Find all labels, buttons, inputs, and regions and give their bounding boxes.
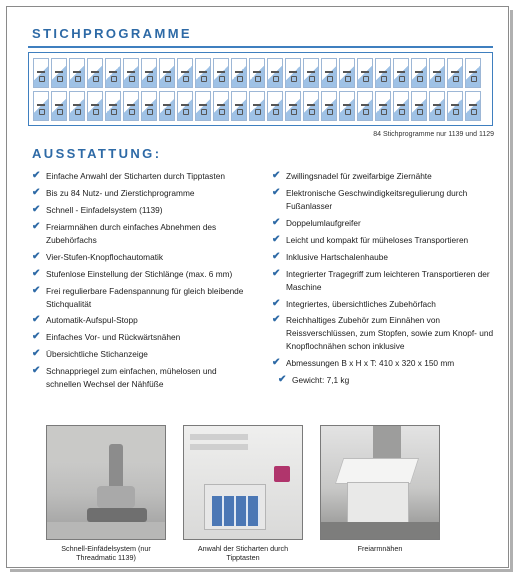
stitch-pattern-icon xyxy=(235,104,243,106)
photo-threader xyxy=(46,425,166,540)
stitch-tile xyxy=(465,91,481,121)
checkmark-icon: ✔ xyxy=(272,297,281,309)
stitch-tile xyxy=(303,91,319,121)
stitch-tile xyxy=(375,58,391,88)
stitch-tile xyxy=(285,58,301,88)
stitch-tile xyxy=(375,91,391,121)
stitch-pattern-icon xyxy=(397,104,405,106)
stitch-tile xyxy=(231,91,247,121)
heading-rule xyxy=(28,46,493,48)
ausstattung-heading: AUSSTATTUNG: xyxy=(32,146,162,161)
stitch-tile xyxy=(465,58,481,88)
stitch-tile xyxy=(411,91,427,121)
checkmark-icon: ✔ xyxy=(32,267,41,279)
feature-item xyxy=(272,268,494,294)
feature-item xyxy=(272,170,494,183)
stitch-pattern-icon xyxy=(127,104,135,106)
feature-text: Frei regulierbare Fadenspannung für gleich bleibende Stichqualität xyxy=(46,285,244,309)
stitch-program-strip xyxy=(28,52,493,126)
stitch-tile xyxy=(195,91,211,121)
stitch-tile xyxy=(429,58,445,88)
checkmark-icon: ✔ xyxy=(32,170,41,181)
stitch-tile xyxy=(105,91,121,121)
checkmark-icon: ✔ xyxy=(32,314,41,326)
stitch-pattern-icon xyxy=(109,104,117,106)
feature-item xyxy=(32,365,248,391)
stitch-tile xyxy=(195,58,211,88)
stitch-tile xyxy=(141,91,157,121)
checkmark-icon: ✔ xyxy=(32,284,41,296)
stitch-tile xyxy=(285,91,301,121)
frame-shadow-right xyxy=(510,10,513,572)
stitch-tile xyxy=(123,91,139,121)
checkmark-icon: ✔ xyxy=(272,233,281,245)
stitch-pattern-icon xyxy=(433,71,441,73)
checkmark-icon: ✔ xyxy=(272,186,281,198)
feature-text: Vier-Stufen-Knopflochautomatik xyxy=(46,251,163,262)
feature-text: Abmessungen B x H x T: 410 x 320 x 150 mm xyxy=(286,358,455,369)
checkmark-icon: ✔ xyxy=(32,348,41,360)
photo-free-arm xyxy=(320,425,440,540)
checkmark-icon: ✔ xyxy=(272,216,281,228)
stitch-tile xyxy=(141,58,157,88)
stitch-pattern-icon xyxy=(145,104,153,106)
stitch-pattern-icon xyxy=(217,104,225,106)
stitch-tile xyxy=(69,58,85,88)
checkmark-icon: ✔ xyxy=(32,186,41,198)
stitch-tile xyxy=(51,91,67,121)
stitch-pattern-icon xyxy=(181,71,189,73)
stitch-pattern-icon xyxy=(235,71,243,73)
feature-item xyxy=(32,314,248,327)
stitch-pattern-icon xyxy=(199,71,207,73)
stitch-tile xyxy=(339,91,355,121)
feature-text: Reichhaltiges Zubehör zum Einnähen von Reissverschlüssen, zum Stopfen, sowie zum Knopf- und Knopflochnähen schon inklusive xyxy=(286,315,494,352)
stitch-pattern-icon xyxy=(415,104,423,106)
feature-text: Inklusive Hartschalenhaube xyxy=(286,251,388,262)
checkmark-icon: ✔ xyxy=(32,331,41,343)
checkmark-icon: ✔ xyxy=(32,203,41,215)
checkmark-icon: ✔ xyxy=(272,357,281,369)
frame-shadow-bottom xyxy=(10,569,512,572)
stitch-row-top xyxy=(33,58,481,88)
stitch-pattern-icon xyxy=(91,71,99,73)
feature-item xyxy=(32,187,248,200)
stitch-pattern-icon xyxy=(181,104,189,106)
feature-text: Schnappriegel zum einfachen, mühelosen und schnellen Wechsel der Nähfüße xyxy=(46,366,217,390)
stitch-pattern-icon xyxy=(55,104,63,106)
checkmark-icon: ✔ xyxy=(32,220,41,232)
stitch-pattern-icon xyxy=(289,104,297,106)
stitch-tile xyxy=(249,58,265,88)
stitch-pattern-icon xyxy=(379,71,387,73)
feature-text: Automatik-Aufspul-Stopp xyxy=(46,315,138,326)
stitch-pattern-icon xyxy=(91,104,99,106)
stitch-pattern-icon xyxy=(469,104,477,106)
stitch-pattern-icon xyxy=(109,71,117,73)
stitch-pattern-icon xyxy=(37,71,45,73)
stitch-tile xyxy=(177,58,193,88)
stitch-pattern-icon xyxy=(127,71,135,73)
stitch-pattern-icon xyxy=(73,71,81,73)
feature-text: Freiarmnähen durch einfaches Abnehmen des Zubehörfachs xyxy=(46,221,217,245)
stitch-pattern-icon xyxy=(307,71,315,73)
feature-item xyxy=(32,170,248,183)
stitch-row-bottom xyxy=(33,91,481,121)
feature-list-left xyxy=(32,170,248,395)
feature-item xyxy=(272,217,494,230)
stitch-tile xyxy=(33,91,49,121)
stitch-pattern-icon xyxy=(415,71,423,73)
stitch-tile xyxy=(357,91,373,121)
stitch-pattern-icon xyxy=(163,71,171,73)
feature-item xyxy=(32,285,248,311)
stitch-tile xyxy=(267,58,283,88)
stitch-tile xyxy=(321,58,337,88)
feature-text: Übersichtliche Stichanzeige xyxy=(46,349,148,360)
feature-item xyxy=(272,187,494,213)
feature-text: Integrierter Tragegriff zum leichteren Transportieren der Maschine xyxy=(286,268,490,292)
stitch-tile xyxy=(429,91,445,121)
stitch-pattern-icon xyxy=(343,71,351,73)
feature-item xyxy=(32,331,248,344)
feature-item xyxy=(272,234,494,247)
stitch-pattern-icon xyxy=(469,71,477,73)
stitch-pattern-icon xyxy=(325,104,333,106)
stitch-pattern-icon xyxy=(361,104,369,106)
stitch-pattern-icon xyxy=(271,104,279,106)
stitch-pattern-icon xyxy=(163,104,171,106)
stitch-tile xyxy=(87,58,103,88)
stitch-tile xyxy=(69,91,85,121)
stitch-tile xyxy=(357,58,373,88)
stitch-tile xyxy=(447,91,463,121)
checkmark-icon: ✔ xyxy=(272,267,281,279)
stitch-tile xyxy=(105,58,121,88)
stitch-pattern-icon xyxy=(199,104,207,106)
stitch-tile xyxy=(231,58,247,88)
feature-item xyxy=(32,204,248,217)
stitch-tile xyxy=(177,91,193,121)
stitch-pattern-icon xyxy=(217,71,225,73)
caption-free-arm: Freiarmnähen xyxy=(357,544,403,553)
stitch-pattern-icon xyxy=(451,104,459,106)
checkmark-icon: ✔ xyxy=(32,250,41,262)
stitch-tile xyxy=(339,58,355,88)
feature-item xyxy=(32,251,248,264)
stitch-pattern-icon xyxy=(325,71,333,73)
feature-text: Bis zu 84 Nutz- und Zierstichprogramme xyxy=(46,187,195,198)
stitch-pattern-icon xyxy=(37,104,45,106)
checkmark-icon: ✔ xyxy=(272,314,281,326)
stitch-pattern-icon xyxy=(397,71,405,73)
stitch-pattern-icon xyxy=(145,71,153,73)
feature-item xyxy=(32,348,248,361)
stitch-tile xyxy=(393,91,409,121)
feature-item xyxy=(32,268,248,281)
feature-text: Einfache Anwahl der Sticharten durch Tipptasten xyxy=(46,171,225,181)
feature-item xyxy=(272,314,494,352)
feature-text: Gewicht: 7,1 kg xyxy=(292,375,350,386)
stitch-tile xyxy=(249,91,265,121)
strip-note: 84 Stichprogramme nur 1139 und 1129 xyxy=(373,131,494,138)
stitch-tile xyxy=(87,91,103,121)
photo-control-panel xyxy=(183,425,303,540)
stitch-pattern-icon xyxy=(253,104,261,106)
feature-text: Zwillingsnadel für zweifarbige Ziernähte xyxy=(286,171,432,181)
stitch-pattern-icon xyxy=(307,104,315,106)
stitch-pattern-icon xyxy=(361,71,369,73)
stitch-tile xyxy=(159,91,175,121)
stitch-pattern-icon xyxy=(73,104,81,106)
stitch-pattern-icon xyxy=(433,104,441,106)
feature-item xyxy=(278,374,494,387)
feature-item xyxy=(32,221,248,247)
stitch-tile xyxy=(159,58,175,88)
stitch-tile xyxy=(411,58,427,88)
checkmark-icon: ✔ xyxy=(272,250,281,262)
feature-text: Integriertes, übersichtliches Zubehörfach xyxy=(286,298,436,309)
checkmark-icon: ✔ xyxy=(272,170,281,181)
feature-text: Einfaches Vor- und Rückwärtsnähen xyxy=(46,332,181,343)
stitch-pattern-icon xyxy=(253,71,261,73)
stitch-tile xyxy=(123,58,139,88)
stitch-tile xyxy=(393,58,409,88)
stitch-tile xyxy=(267,91,283,121)
feature-text: Schnell - Einfadelsystem (1139) xyxy=(46,204,163,215)
stitch-pattern-icon xyxy=(343,104,351,106)
caption-threader: Schnell-Einfädelsystem (nur Threadmatic 1139) xyxy=(61,544,151,562)
stitch-pattern-icon xyxy=(55,71,63,73)
stitch-pattern-icon xyxy=(289,71,297,73)
feature-item xyxy=(272,298,494,311)
stitch-tile xyxy=(51,58,67,88)
stitch-tile xyxy=(321,91,337,121)
stitch-tile xyxy=(213,58,229,88)
stitch-pattern-icon xyxy=(379,104,387,106)
stitch-tile xyxy=(33,58,49,88)
checkmark-icon: ✔ xyxy=(278,374,287,386)
feature-text: Stufenlose Einstellung der Stichlänge (max. 6 mm) xyxy=(46,268,233,279)
feature-item xyxy=(272,357,494,370)
stitch-tile xyxy=(213,91,229,121)
feature-text: Elektronische Geschwindigkeitsregulierung durch Fußanlasser xyxy=(286,187,468,211)
stitch-pattern-icon xyxy=(451,71,459,73)
caption-control-panel: Anwahl der Sticharten durch Tipptasten xyxy=(197,544,289,562)
feature-text: Leicht und kompakt für müheloses Transportieren xyxy=(286,234,469,245)
feature-list-right xyxy=(272,170,494,391)
stichprogramme-heading: STICHPROGRAMME xyxy=(32,26,192,41)
stitch-pattern-icon xyxy=(271,71,279,73)
feature-item xyxy=(272,251,494,264)
stitch-tile xyxy=(303,58,319,88)
stitch-tile xyxy=(447,58,463,88)
feature-text: Doppelumlaufgreifer xyxy=(286,217,361,228)
checkmark-icon: ✔ xyxy=(32,365,41,377)
